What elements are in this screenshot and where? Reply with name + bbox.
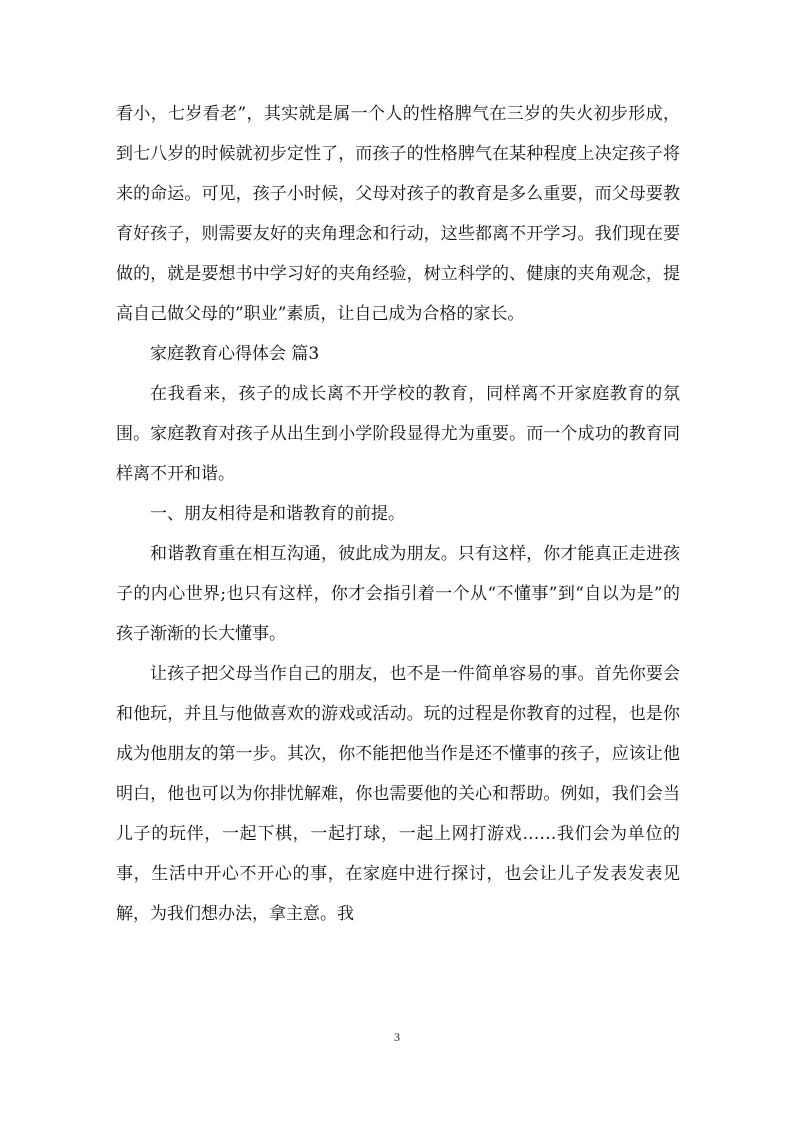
section-heading: 家庭教育心得体会 篇3 [150,344,320,364]
subsection-heading: 一、朋友相待是和谐教育的前提。 [150,504,405,524]
body-text [116,94,680,934]
page-number: 3 [394,1030,400,1044]
paragraph: 和谐教育重在相互沟通，彼此成为朋友。只有这样，你才能真正走进孩子的内心世界;也只有这样，你才会指引着一个从“不懂事”到“自以为是”的孩子渐渐的长大懂事。 [116,544,680,644]
paragraph-continued: 看小，七岁看老”，其实就是属一个人的性格脾气在三岁的失火初步形成，到七八岁的时候就初步定性了，而孩子的性格脾气在某种程度上决定孩子将来的命运。可见，孩子小时候，父母对孩子的教育是多么重要，而父母要教育好孩子，则需要友好的夹角理念和行动，这些都离不开学习。我们现在要做的，就是要想书中学习好的夹角经验，树立科学的、健康的夹角观念，提高自己做父母的”职业”素质，让自己成为合格的家长。 [116,104,680,324]
paragraph: 让孩子把父母当作自己的朋友，也不是一件简单容易的事。首先你要会和他玩，并且与他做喜欢的游戏或活动。玩的过程是你教育的过程，也是你成为他朋友的第一步。其次，你不能把他当作是还不懂事的孩子，应该让他明白，他也可以为你排忧解难，你也需要他的关心和帮助。例如，我们会当儿子的玩伴，一起下棋，一起打球，一起上网打游戏……我们会为单位的事，生活中开心不开心的事，在家庭中进行探讨，也会让儿子发表发表见解，为我们想办法，拿主意。我 [116,664,680,924]
paragraph: 在我看来，孩子的成长离不开学校的教育，同样离不开家庭教育的氛围。家庭教育对孩子从出生到小学阶段显得尤为重要。而一个成功的教育同样离不开和谐。 [116,384,680,484]
